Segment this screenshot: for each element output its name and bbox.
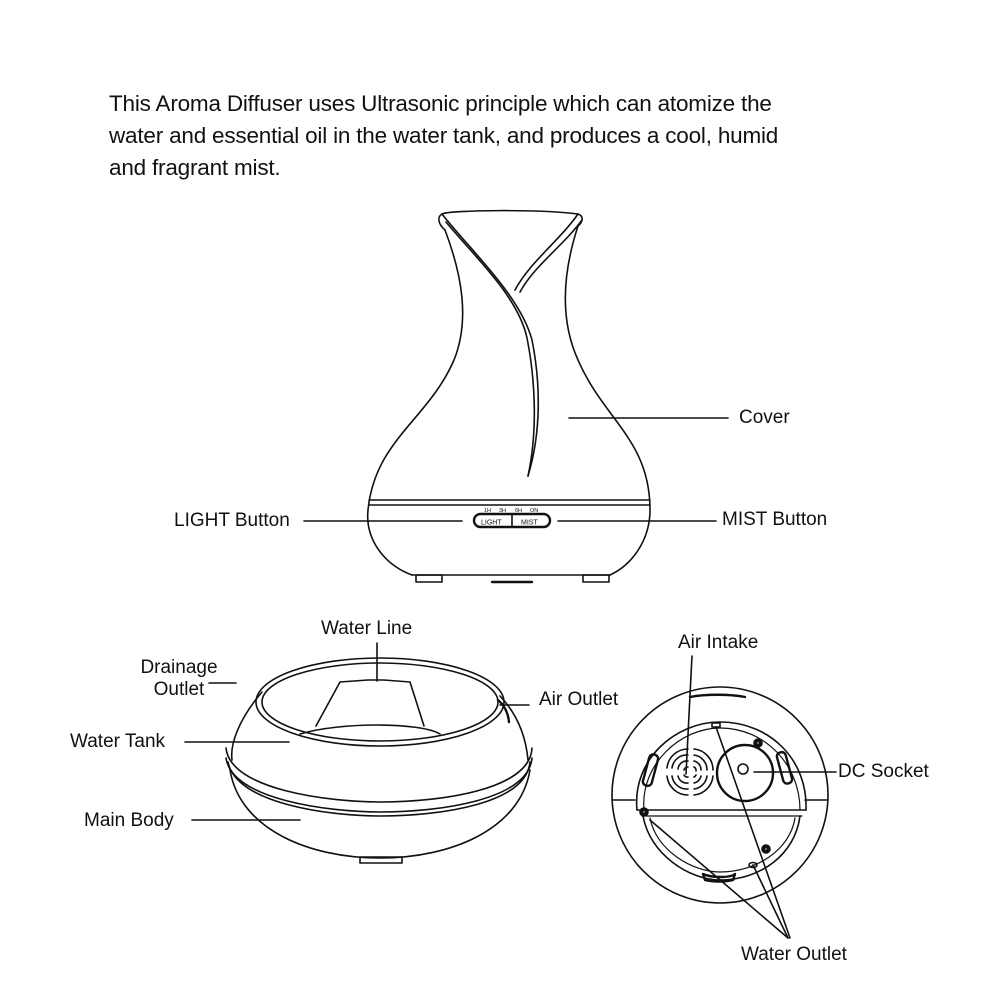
label-cover: Cover: [739, 407, 790, 428]
light-key-text: LIGHT: [481, 519, 502, 527]
label-drainage-outlet-line1: Drainage: [140, 657, 218, 678]
label-water-line: Water Line: [321, 618, 413, 639]
label-light-button: LIGHT Button: [174, 510, 290, 531]
mist-key-text: MIST: [521, 519, 538, 527]
air-intake-grille: [667, 749, 713, 795]
intro-line-2: water and essential oil in the water tank, and produces a cool, humid: [109, 123, 779, 148]
label-water-tank: Water Tank: [70, 731, 166, 752]
label-water-outlet: Water Outlet: [741, 944, 847, 965]
label-dc-socket: DC Socket: [838, 761, 929, 782]
label-drainage-outlet-line2: Outlet: [153, 679, 205, 700]
timer-mark-3h: 3H: [499, 508, 507, 514]
timer-mark-6h: 6H: [515, 508, 523, 514]
intro-line-3: and fragrant mist.: [109, 155, 281, 180]
base-bottom-illustration: [612, 656, 836, 938]
intro-line-1: This Aroma Diffuser uses Ultrasonic principle which can atomize the: [109, 91, 772, 116]
label-mist-button: MIST Button: [722, 509, 828, 530]
label-air-outlet: Air Outlet: [539, 689, 619, 710]
label-main-body: Main Body: [84, 810, 174, 831]
label-air-intake: Air Intake: [678, 632, 759, 653]
label-drainage-outlet: [128, 657, 230, 701]
diffuser-front-illustration: [304, 211, 728, 582]
timer-mark-on: ON: [530, 508, 539, 514]
timer-mark-1h: 1H: [484, 508, 492, 514]
base-side-illustration: [185, 643, 532, 863]
